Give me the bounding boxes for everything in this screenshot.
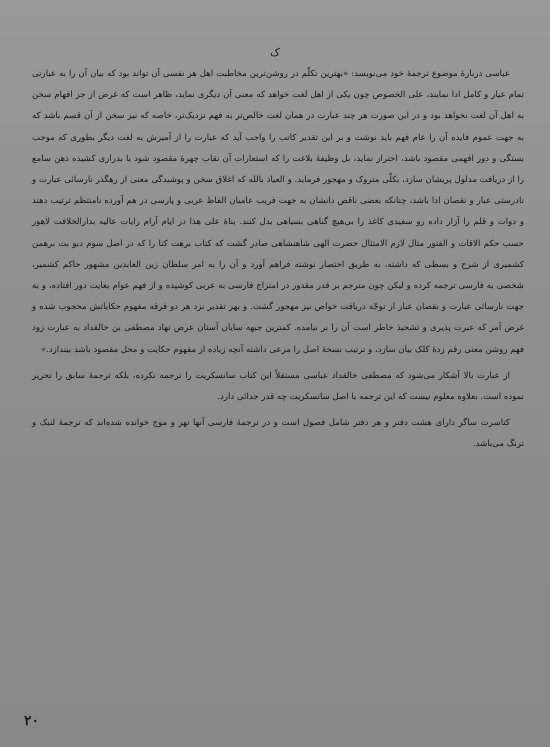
paragraph-structure: کتاسرت ساگر دارای هشت دفتر و هر دفتر شامل فصول است و در ترجمهٔ فارسی آنها نهر و موج خوانده شده‌اند که ترجمهٔ لنبک و ترنگ می‌باشد. [32,418,524,450]
paragraph-quote: عباسی دربارهٔ موضوع ترجمهٔ خود می‌نویسد: «بهترین تکلّم در روشن‌ترین مخاطبت اهل هر نفسی آن تواند بود که بیان آن را به عبارتی تمام عیار و کامل ادا نمایند، علی الخصوص چون یکی از اهل لغت خواهد که معنی آن دیگری نماید، ظاهر است که غرض از جز افهام سخن به اهل آن لغت نخواهد بود و در این صورت هر چند عبارت در همان لغت خالص‌تر به فهم نزدیک‌تر، خاصه که نیز سخن از آن قسم باشد که به جهت عموم فایده آن را عام فهم باید نوشت و بر این تقدیر کاتب را واجب آید که عبارت را از آمیزش به لغت دیگر بطوری که موجب بستگی و دور افهمی مقصود باشد، احتراز نماید، بل وظیفهٔ بلاغت را که استعارات آن نقاب چهرهٔ مقصود شود یا بدرازی کشیده ذهن سامع را از دریافت مدلول پریشان سازد، بکلّی متروک و مهجور فرماید. و العیاذ بالله که اغلاق سخن و پوشیدگی معنی از رهگذر نارسائی عبارت و نادرستی عبار و نقصان ادا باشد، چنانکه بعضی ناقص دانشان به جهت فریب عامیان الفاظ عربی و پارسی در هم آورده نامنتظم ترتیب دهند و دوات و قلم را آزار داده رو سفیدی کاغذ را بی‌هیچ گناهی بسیاهی بدل کنند. بناهٔ علی هذا در ایام آرام رایات عالیه بدارالخلافت لاهور حسب حکم الاقات و الفتور مثال لازم الامتثال حضرت الهی شاهنشاهی صادر گشت که کتاب برهت کتا را که در اصل سوم دیو بت برهمن کشمیری از شرح و بسطی که داشته، به طریق اختصار نوشته فراهم آورد و آن را به امر سلطان زین العابدین مشهور حاکم کشمیر، شخصی به فارسی ترجمه کرده و لیکن چون مترجم بر قدر مقدور در امتزاج فارسی به عربی کوشیده و از فهم عوام بغایت دور افتاده، و به جهت نارسائی عبارت و نقصان عبار از توجّه دریافت خواص نیز مهجور گشت. و بهر تقدیر نزد هر دو فرقه مفهوم حکایاتش محجوب شده و غرض آمر که عبرت پذیری و تشحیذ خاطر است آن را بر نیامده. کمترین جبهه سایان آستان عرض نهاد مصطفی بن خالقداد به عبارت زود فهم روشن معنی رقم زدهٔ کلک بیان سازد، و ترتیب نسخهٔ اصل را مرعی داشته آنچه زیاده از مفهوم حکایت و محل مقصود باشد بیندازد.» [32,69,524,355]
page-number: ۲۰ [24,713,40,729]
body-text [32,64,524,456]
paragraph-commentary: از عبارت بالا آشکار می‌شود که مصطفی خالقداد عباسی مستقلاً این کتاب سانسکریت را ترجمه نکرده، بلکه ترجمهٔ سابق را تحریر نموده است. بعلاوه معلوم نیست که این ترجمه با اصل سانسکریت چه قدر جدائی دارد. [32,370,524,403]
page-header-letter: ک [270,46,280,59]
